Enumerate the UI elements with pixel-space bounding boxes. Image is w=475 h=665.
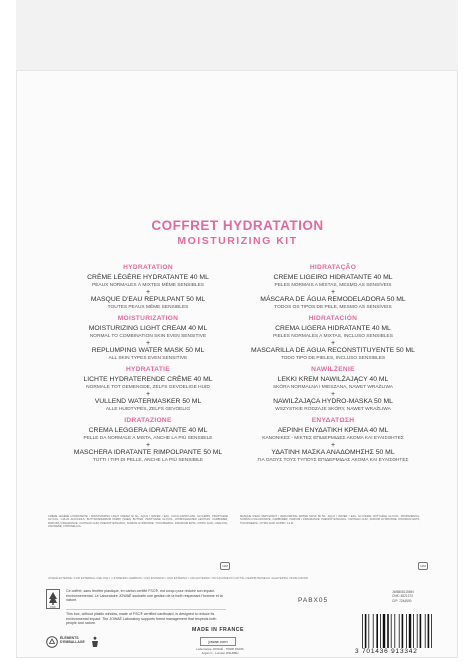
product-name: NAWILŻAJĄCA HYDRO-MASKA 50 ML	[273, 398, 393, 405]
recycling-icon	[46, 636, 58, 648]
divider	[66, 609, 226, 610]
lot-code: PABX05	[298, 597, 329, 604]
language-section	[228, 417, 438, 464]
product-name: CREME LIGEIRO HIDRATANTE 40 ML	[273, 274, 393, 281]
fsc-text-english: This box, without plastic window, made of FSC® certified cardboard, is designed to reduce its environmental impact. The JOWAÉ Laboratory supports forest management that respects both people and nature.	[66, 612, 217, 626]
plus-sign: +	[145, 289, 151, 296]
section-heading: MOISTURIZATION	[117, 315, 179, 322]
section-heading: HIDRATACIÓN	[308, 315, 358, 322]
title-line-2: MOISTURIZING KIT	[177, 235, 298, 247]
plus-sign: +	[145, 442, 151, 449]
product-subtitle: PELLE DA NORMALE A MISTA, ANCHE LA PIÙ SENSIBILE	[83, 436, 213, 441]
period-after-opening-icon: 12M	[220, 562, 230, 570]
ingredients-left: CRÈME LÉGÈRE HYDRATANTE / MOISTURIZING LIGHT CREAM 40 ML: AQUA / WATER / EAU, COCO-CAPRYLATE, GLYCERIN, PROPYLENE GLYCOL, C14-22 ALCOHOLS, BUTYROSPERMUM PARKII (SHEA) BUTTER, PENTYLENE GLYCOL, HYDROGENATED LECITHIN, CARBOMER, PARFUM / FRAGRANCE, XANTHAN GUM, PHENOXYETHANOL, SODIUM HYDROXIDE, TOCOPHEROL, DISODIUM EDTA, CITRIC ACID, LINALOOL, LIMONENE, CITRONELLOL.	[48, 515, 228, 529]
product-subtitle: WSZYSTKIE RODZAJE SKÓRY, NAWET WRAŻLIWA	[275, 407, 391, 412]
language-section	[228, 315, 438, 362]
product-name: VULLEND WATERMASKER 50 ML	[94, 398, 202, 405]
section-heading: HYDRATATION	[123, 264, 173, 271]
product-name: MASCARILLA DE AGUA RECONSTITUYENTE 50 ML	[251, 347, 415, 354]
left-language-column	[48, 262, 248, 468]
product-name: ΑΕΡΙΝΗ ΕΝΥΔΑΤΙΚΗ ΚΡΕΜΑ 40 ML	[277, 427, 389, 434]
product-subtitle: ALLE HUIDTYPES, ZELFS GEVOELIG	[105, 407, 191, 412]
product-name: CREMA LIGERA HIDRATANTE 40 ML	[275, 325, 391, 332]
section-heading: HIDRATAÇÃO	[309, 264, 357, 271]
usage-footline: JOWAÉ EXTERNE / FOR EXTERNAL USE ONLY / UITWENDIG GEBRUIK / USO ESTERNO / USO EXTERNO / USO EXTERNO / WYŁĄCZNIE DO UŻYTKU ZEWNĘTRZNEGO / ΕΞΩΤΕΡΙΚΗ ΧΡΗΣΗ ΜΟΝΟ	[48, 576, 309, 580]
product-subtitle: TOUTES PEAUX MÊME SENSIBLES	[107, 305, 189, 310]
product-name: MASCHERA IDRATANTE RIMPOLPANTE 50 ML	[73, 449, 223, 456]
product-name: MÁSCARA DE ÁGUA REMODELADORA 50 ML	[260, 296, 406, 303]
packaging-elements-label: ÉLÉMENTS D'EMBALLAGE	[60, 636, 85, 645]
product-name: ΥΔΑΤΙΝΗ ΜΑΣΚΑ ΑΝΑΔΟΜΗΣΗΣ 50 ML	[271, 449, 395, 456]
period-after-opening-icon: 12M	[418, 562, 428, 570]
product-name: LICHTE HYDRATERENDE CRÈME 40 ML	[83, 376, 213, 383]
barcode-graphic	[360, 614, 440, 648]
triman-icon	[90, 636, 100, 648]
product-subtitle: ΚΑΝΟΝΙΚΕΣ - ΜΙΚΤΕΣ ΕΠΙΔΕΡΜΙΔΕΣ ΑΚΟΜΑ ΚΑΙ ΕΥΑΙΣΘΗΤΕΣ	[262, 436, 404, 441]
product-name: LEKKI KREM NAWILŻAJĄCY 40 ML	[277, 376, 389, 383]
language-section	[228, 366, 438, 413]
plus-sign: +	[330, 289, 336, 296]
product-name: MASQUE D'EAU REPULPANT 50 ML	[90, 296, 206, 303]
fsc-text-french: Ce coffret, sans fenêtre plastique, en carton certifié FSC®, est conçu pour réduire son impact environnemental. Le Laboratoire JOWAÉ souhaite une gestion de la forêt respectant l'homme et la nature.	[66, 589, 223, 603]
product-name: CREMA LEGGERA IDRATANTE 40 ML	[88, 427, 208, 434]
language-section	[48, 366, 248, 413]
section-heading: NAWILŻENIE	[311, 366, 355, 373]
language-section	[48, 417, 248, 464]
product-codes: JW5808115MN CNK: 4521373 CIP: 7244590	[392, 590, 414, 603]
product-name: REPLUMPING WATER MASK 50 ML	[91, 347, 205, 354]
product-subtitle: SKÓRA NORMALNA I MIESZANA, NAWET WRAŻLIWA	[272, 385, 394, 390]
section-heading: ΕΝΥΔΑΤΩΣΗ	[311, 417, 355, 424]
plus-sign: +	[330, 442, 336, 449]
right-language-column	[228, 262, 438, 468]
product-subtitle: ΓΙΑ ΟΛΟΥΣ ΤΟΥΣ ΤΥΠΟΥΣ ΕΠΙΔΕΡΜΙΔΑΣ ΑΚΟΜΑ ΚΑΙ ΕΥΑΙΣΘΗΤΕΣ	[257, 458, 409, 463]
section-heading: IDRATAZIONE	[124, 417, 172, 424]
product-subtitle: PIELES NORMALES A MIXTAS, INCLUSO SENSIBLES	[273, 334, 393, 339]
language-section	[48, 264, 248, 311]
product-subtitle: TODOS OS TIPOS DE PELE, MESMO AS SENSÍVEIS	[274, 305, 392, 310]
product-name: MOISTURIZING LIGHT CREAM 40 ML	[88, 325, 208, 332]
product-subtitle: PELES NORMAIS A MISTAS, MESMO AS SENSÍVEIS	[274, 283, 392, 288]
made-in-label: MADE IN FRANCE	[192, 627, 244, 633]
company-address: Laboratoire JOWAÉ - 75008 PARIS Argan C., London W1H0BH	[196, 647, 244, 655]
language-section	[228, 264, 438, 311]
barcode-number: 3 701436 913342	[355, 648, 418, 655]
plus-sign: +	[145, 340, 151, 347]
language-section	[48, 315, 248, 362]
ingredients-right: MASQUE D'EAU REPULPANT / REPLUMPING WATER MASK 50 ML: AQUA / WATER / EAU, GLYCERIN, BUTYLENE GLYCOL, PROPANEDIOL, SODIUM HYALURONATE, CARBOMER, PARFUM / FRAGRANCE, PHENOXYETHANOL, XANTHAN GUM, SODIUM HYDROXIDE, DISODIUM EDTA, TOCOPHEROL, CITRIC ACID. EXPIRY: 12 M.	[240, 515, 420, 525]
product-subtitle: NORMALE TOT GEMENGDE, ZELFS GEVOELIGE HUID	[86, 385, 210, 390]
product-subtitle: TODO TIPO DE PIELES, INCLUSO SENSIBLES	[280, 356, 386, 361]
plus-sign: +	[330, 391, 336, 398]
section-heading: HYDRATATIE	[125, 366, 171, 373]
product-subtitle: NORMAL TO COMBINATION SKIN EVEN SENSITIVE	[89, 334, 207, 339]
product-subtitle: ALL SKIN TYPES EVEN SENSITIVE	[108, 356, 188, 361]
fsc-logo-text: FSC	[50, 605, 56, 609]
product-subtitle: TUTTI I TIPI DI PELLE, ANCHE LA PIÙ SENSIBILE	[92, 458, 204, 463]
website-url: jowae.com	[200, 637, 236, 646]
product-name: CRÈME LÉGÈRE HYDRATANTE 40 ML	[87, 274, 209, 281]
fsc-tree-icon	[46, 589, 60, 609]
plus-sign: +	[330, 340, 336, 347]
product-subtitle: PEAUX NORMALES À MIXTES MÊME SENSIBLES	[92, 283, 204, 288]
top-flap	[16, 0, 458, 70]
plus-sign: +	[145, 391, 151, 398]
title-line-1: COFFRET HYDRATATION	[151, 218, 324, 233]
